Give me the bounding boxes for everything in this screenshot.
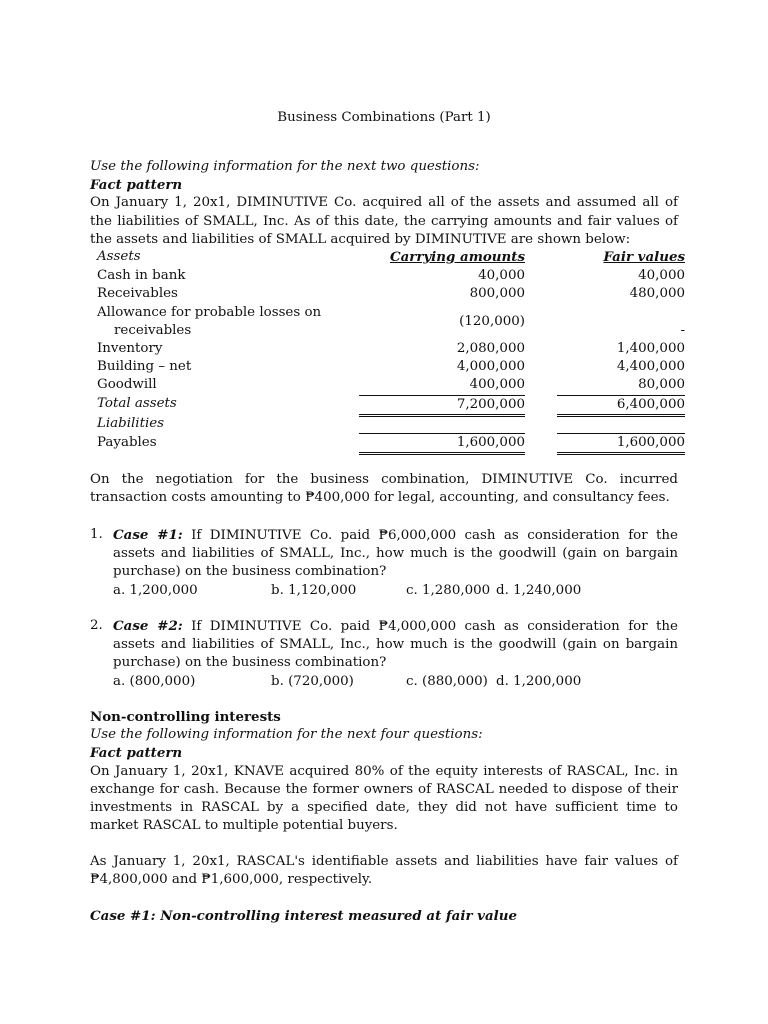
row-fair: 1,400,000 bbox=[616, 341, 685, 357]
section-nci bbox=[90, 708, 678, 835]
liabilities-label: Liabilities bbox=[97, 416, 165, 432]
table-row bbox=[90, 340, 685, 358]
total-label: Total assets bbox=[97, 396, 177, 412]
choices bbox=[113, 582, 678, 600]
choice-b[interactable]: b. (720,000) bbox=[271, 673, 354, 689]
total-carrying: 7,200,000 bbox=[359, 395, 525, 415]
row-fair: 80,000 bbox=[557, 376, 685, 395]
question-text: If DIMINUTIVE Co. paid ₱4,000,000 cash as consideration for the assets and liabilities of SMALL, Inc., how much is the goodwill (gain on bargain purchase) on the business combination? bbox=[113, 619, 678, 671]
choice-c[interactable]: c. 1,280,000 bbox=[406, 582, 491, 598]
row-label: Inventory bbox=[97, 341, 163, 357]
financial-table bbox=[90, 248, 685, 455]
row-carrying: (120,000) bbox=[459, 313, 525, 329]
table-row bbox=[90, 285, 685, 303]
row-label: Receivables bbox=[97, 286, 178, 302]
row-carrying: 4,000,000 bbox=[456, 359, 525, 375]
row-label: Building – net bbox=[97, 359, 192, 375]
choice-a[interactable]: a. 1,200,000 bbox=[113, 582, 198, 598]
section-heading: Non-controlling interests bbox=[90, 709, 281, 725]
row-label: Goodwill bbox=[97, 377, 157, 393]
choice-c[interactable]: c. (880,000) bbox=[406, 673, 488, 689]
row-label-line2: receivables bbox=[114, 322, 192, 338]
payables-carrying: 1,600,000 bbox=[359, 434, 525, 454]
choice-d[interactable]: d. 1,200,000 bbox=[496, 673, 582, 689]
table-row bbox=[90, 267, 685, 285]
row-fair: 4,400,000 bbox=[616, 359, 685, 375]
header-carrying: Carrying amounts bbox=[389, 249, 525, 265]
row-carrying: 400,000 bbox=[359, 376, 525, 395]
row-carrying: 2,080,000 bbox=[456, 341, 525, 357]
row-label: Cash in bank bbox=[97, 268, 186, 284]
row-fair: - bbox=[680, 322, 685, 338]
question-text: If DIMINUTIVE Co. paid ₱6,000,000 cash as consideration for the assets and liabilities of SMALL, Inc., how much is the goodwill (gain on bargain purchase) on the business combination? bbox=[113, 528, 678, 580]
negotiation-paragraph: On the negotiation for the business combination, DIMINUTIVE Co. incurred transaction costs amounting to ₱400,000 for legal, accounting, and consultancy fees. bbox=[90, 472, 678, 506]
question-number: 1. bbox=[90, 527, 103, 542]
row-fair: 40,000 bbox=[638, 268, 685, 284]
row-carrying: 40,000 bbox=[478, 268, 525, 284]
case-heading: Case #1: Non-controlling interest measured at fair value bbox=[90, 908, 517, 924]
row-label bbox=[90, 304, 359, 340]
intro-text: Use the following information for the next four questions: bbox=[90, 727, 483, 743]
table-row bbox=[90, 358, 685, 376]
choices bbox=[113, 673, 678, 691]
row-fair: 480,000 bbox=[629, 286, 685, 302]
header-fair: Fair values bbox=[603, 249, 685, 265]
payables-row bbox=[90, 434, 685, 454]
fact-pattern-label: Fact pattern bbox=[90, 745, 183, 762]
table-total-row bbox=[90, 395, 685, 415]
fact-pattern-label: Fact pattern bbox=[90, 177, 183, 194]
row-carrying: 800,000 bbox=[469, 286, 525, 302]
intro-text: Use the following information for the next two questions: bbox=[90, 159, 480, 174]
values-paragraph: As January 1, 20x1, RASCAL's identifiable assets and liabilities have fair values of ₱4,800,000 and ₱1,600,000, respectively. bbox=[90, 854, 678, 888]
table-row bbox=[90, 304, 685, 340]
header-assets: Assets bbox=[97, 249, 141, 264]
section-fact-pattern-1 bbox=[90, 158, 678, 249]
liabilities-row bbox=[90, 415, 685, 433]
page-title: Business Combinations (Part 1) bbox=[277, 110, 491, 125]
case-label: Case #1: bbox=[113, 527, 183, 543]
fact-paragraph: On January 1, 20x1, KNAVE acquired 80% of the equity interests of RASCAL, Inc. in exchange for cash. Because the former owners of RASCAL needed to dispose of their investments in RASCAL by a specified date, they did not have sufficient time to market RASCAL to multiple potential buyers. bbox=[90, 763, 678, 834]
table-row bbox=[90, 376, 685, 395]
question-1 bbox=[90, 526, 678, 600]
table-header-row bbox=[90, 248, 685, 267]
choice-a[interactable]: a. (800,000) bbox=[113, 673, 196, 689]
question-number: 2. bbox=[90, 618, 103, 633]
total-fair: 6,400,000 bbox=[557, 395, 685, 415]
fact-paragraph: On January 1, 20x1, DIMINUTIVE Co. acquired all of the assets and assumed all of the liabilities of SMALL, Inc. As of this date, the carrying amounts and fair values of the assets and liabilities of SMALL acquired by DIMINUTIVE are shown below: bbox=[90, 195, 678, 247]
choice-d[interactable]: d. 1,240,000 bbox=[496, 582, 582, 598]
case-label: Case #2: bbox=[113, 618, 183, 634]
payables-label: Payables bbox=[97, 434, 157, 450]
question-2 bbox=[90, 617, 678, 691]
row-label-line1: Allowance for probable losses on bbox=[97, 304, 322, 320]
payables-fair: 1,600,000 bbox=[557, 434, 685, 454]
choice-b[interactable]: b. 1,120,000 bbox=[271, 582, 357, 598]
